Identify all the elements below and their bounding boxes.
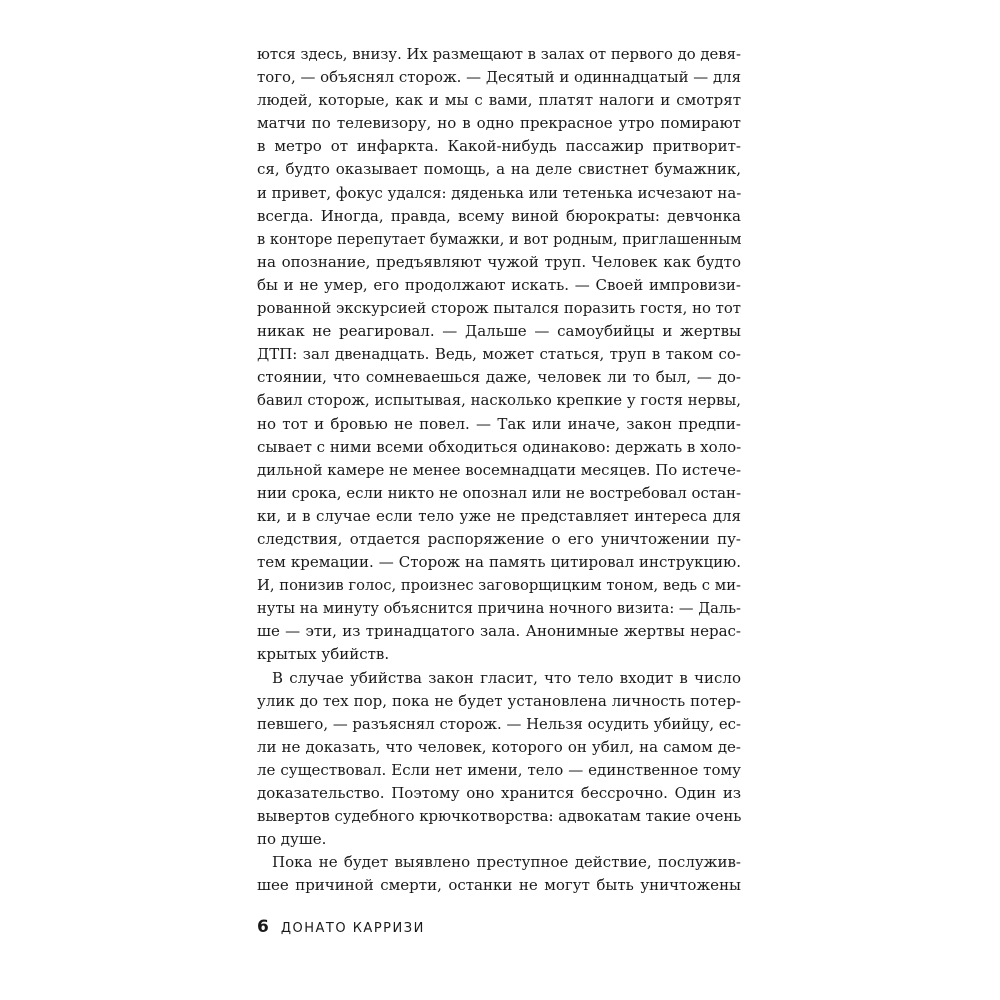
text-line: следствия, отдается распоряжение о его уничтожении пу-	[257, 529, 741, 548]
text-line: ДТП: зал двенадцать. Ведь, может статься, труп в таком со-	[257, 345, 741, 364]
text-line: крытых убийств.	[257, 645, 390, 664]
text-line: но тот и бровью не повел. — Так или иначе, закон предпи-	[257, 414, 741, 433]
text-line: на опознание, предъявляют чужой труп. Человек как будто	[257, 252, 741, 271]
text-line: бавил сторож, испытывая, насколько крепкие у гостя нервы,	[257, 391, 741, 410]
text-line: ше — эти, из тринадцатого зала. Анонимные жертвы нерас-	[257, 622, 741, 641]
text-line: доказательство. Поэтому оно хранится бессрочно. Один из	[257, 784, 741, 802]
text-line: Пока не будет выявлено преступное действие, послужив-	[272, 853, 741, 872]
text-line: никак не реагировал. — Дальше — самоубийцы и жертвы	[257, 322, 741, 341]
text-line: матчи по телевизору, но в одно прекрасное утро помирают	[257, 114, 741, 133]
text-line: вывертов судебного крючкотворства: адвокатам такие очень	[257, 807, 742, 826]
text-line: бы и не умер, его продолжают искать. — Своей импровизи-	[257, 275, 741, 294]
page-text	[257, 43, 741, 897]
text-line: людей, которые, как и мы с вами, платят налоги и смотрят	[257, 91, 741, 110]
page-number: 6	[257, 917, 269, 937]
text-line: тем кремации. — Сторож на память цитировал инструкцию.	[257, 553, 741, 572]
text-line: В случае убийства закон гласит, что тело входит в число	[272, 668, 741, 687]
text-line: улик до тех пор, пока не будет установлена личность потер-	[257, 691, 741, 710]
text-line: рованной экскурсией сторож пытался поразить гостя, но тот	[257, 299, 742, 318]
text-line: ся, будто оказывает помощь, а на деле свистнет бумажник,	[257, 160, 741, 179]
text-line: по душе.	[257, 830, 327, 849]
text-line: ли не доказать, что человек, которого он убил, на самом де-	[257, 737, 741, 756]
text-line: того, — объяснял сторож. — Десятый и одиннадцатый — для	[257, 68, 741, 87]
text-line: певшего, — разъяснял сторож. — Нельзя осудить убийцу, ес-	[257, 714, 741, 733]
text-line: И, понизив голос, произнес заговорщицким тоном, ведь с ми-	[257, 577, 741, 595]
text-line: нуты на минуту объяснится причина ночного визита: — Даль-	[257, 600, 741, 618]
text-line: шее причиной смерти, останки не могут быть уничтожены	[257, 876, 741, 895]
text-line: сывает с ними всеми обходиться одинаково: держать в холо-	[257, 437, 742, 456]
text-line: ются здесь, внизу. Их размещают в залах от первого до девя-	[257, 46, 741, 63]
text-line: и привет, фокус удался: дяденька или тетенька исчезают на-	[257, 183, 742, 202]
running-head-author: ДОНАТО КАРРИЗИ	[280, 921, 425, 936]
text-line: стоянии, что сомневаешься даже, человек ли то был, — до-	[257, 368, 741, 387]
text-line: в метро от инфаркта. Какой-нибудь пассажир притворит-	[257, 137, 741, 156]
text-line: в конторе перепутает бумажки, и вот родным, приглашенным	[257, 230, 742, 248]
page-footer	[257, 917, 425, 937]
text-line: ки, и в случае если тело уже не представляет интереса для	[257, 506, 741, 525]
text-line: ле существовал. Если нет имени, тело — единственное тому	[257, 760, 741, 779]
text-line: нии срока, если никто не опознал или не востребовал остан-	[257, 483, 741, 502]
text-line: всегда. Иногда, правда, всему виной бюрократы: девчонка	[257, 206, 741, 225]
text-line: дильной камере не менее восемнадцати месяцев. По истече-	[257, 460, 741, 479]
